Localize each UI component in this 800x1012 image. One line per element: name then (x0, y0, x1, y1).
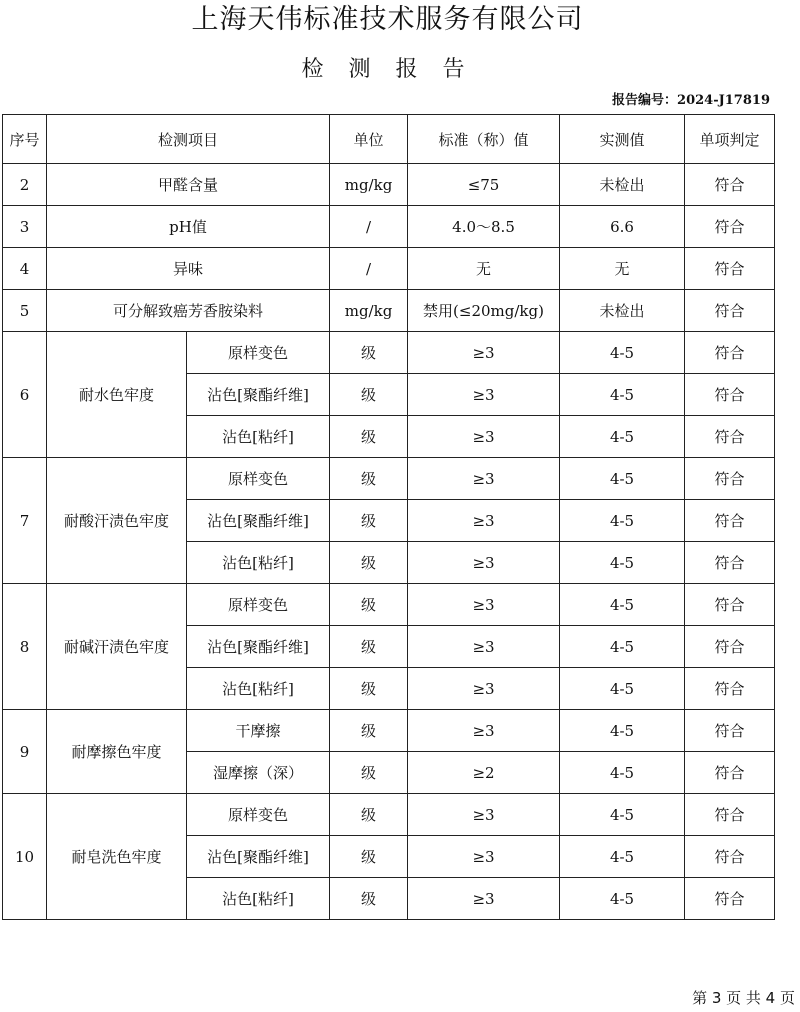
verdict-cell: 符合 (685, 332, 775, 374)
measured-cell: 6.6 (560, 206, 685, 248)
standard-cell: 禁用(≤20mg/kg) (408, 290, 560, 332)
row-number: 5 (3, 290, 47, 332)
company-name: 上海天伟标准技术服务有限公司 (191, 4, 584, 35)
unit-cell: 级 (330, 710, 408, 752)
table-row (3, 332, 775, 374)
unit-cell: 级 (330, 584, 408, 626)
sub-item: 沾色[粘纤] (187, 416, 330, 458)
report-number (560, 91, 770, 111)
verdict-cell: 符合 (685, 584, 775, 626)
measured-cell: 4-5 (560, 374, 685, 416)
verdict-cell: 符合 (685, 710, 775, 752)
standard-cell: ≥3 (408, 374, 560, 416)
verdict-cell: 符合 (685, 668, 775, 710)
standard-cell: ≤75 (408, 164, 560, 206)
sub-item: 原样变色 (187, 794, 330, 836)
report-number-label: 报告编号： (612, 93, 678, 108)
sub-item: 原样变色 (187, 332, 330, 374)
verdict-cell: 符合 (685, 542, 775, 584)
table-body (3, 164, 775, 920)
test-item: 可分解致癌芳香胺染料 (47, 290, 330, 332)
sub-item: 沾色[粘纤] (187, 668, 330, 710)
col-header-verdict: 单项判定 (685, 115, 775, 164)
row-number: 3 (3, 206, 47, 248)
col-header-unit: 单位 (330, 115, 408, 164)
sub-item: 原样变色 (187, 458, 330, 500)
test-item: 耐皂洗色牢度 (47, 794, 187, 920)
sub-item: 沾色[粘纤] (187, 878, 330, 920)
report-number-value: 2024-J17819 (677, 93, 770, 108)
unit-cell: 级 (330, 752, 408, 794)
col-header-measured: 实测值 (560, 115, 685, 164)
table-row (3, 710, 775, 752)
verdict-cell: 符合 (685, 836, 775, 878)
verdict-cell: 符合 (685, 206, 775, 248)
sub-item: 沾色[聚酯纤维] (187, 626, 330, 668)
unit-cell: 级 (330, 542, 408, 584)
test-item: 甲醛含量 (47, 164, 330, 206)
sub-item: 沾色[粘纤] (187, 542, 330, 584)
table-header-row (3, 115, 775, 164)
verdict-cell: 符合 (685, 374, 775, 416)
sub-item: 沾色[聚酯纤维] (187, 500, 330, 542)
table-row (3, 584, 775, 626)
sub-item: 干摩擦 (187, 710, 330, 752)
unit-cell: 级 (330, 416, 408, 458)
verdict-cell: 符合 (685, 626, 775, 668)
measured-cell: 4-5 (560, 500, 685, 542)
standard-cell: ≥3 (408, 500, 560, 542)
unit-cell: 级 (330, 626, 408, 668)
measured-cell: 4-5 (560, 458, 685, 500)
measured-cell: 4-5 (560, 878, 685, 920)
unit-cell: 级 (330, 794, 408, 836)
unit-cell: 级 (330, 836, 408, 878)
unit-cell: 级 (330, 668, 408, 710)
standard-cell: 4.0～8.5 (408, 206, 560, 248)
unit-cell: 级 (330, 332, 408, 374)
standard-cell: ≥2 (408, 752, 560, 794)
measured-cell: 4-5 (560, 752, 685, 794)
standard-cell: ≥3 (408, 794, 560, 836)
standard-cell: ≥3 (408, 836, 560, 878)
verdict-cell: 符合 (685, 458, 775, 500)
col-header-no: 序号 (3, 115, 47, 164)
test-item: pH值 (47, 206, 330, 248)
test-item: 异味 (47, 248, 330, 290)
verdict-cell: 符合 (685, 878, 775, 920)
test-item: 耐摩擦色牢度 (47, 710, 187, 794)
standard-cell: ≥3 (408, 710, 560, 752)
measured-cell: 4-5 (560, 416, 685, 458)
row-number: 9 (3, 710, 47, 794)
standard-cell: ≥3 (408, 332, 560, 374)
standard-cell: ≥3 (408, 542, 560, 584)
unit-cell: 级 (330, 500, 408, 542)
unit-cell: 级 (330, 374, 408, 416)
verdict-cell: 符合 (685, 416, 775, 458)
table-row (3, 458, 775, 500)
sub-item: 湿摩擦（深） (187, 752, 330, 794)
table-row (3, 206, 775, 248)
report-title: 检 测 报 告 (301, 57, 474, 82)
table-row (3, 248, 775, 290)
measured-cell: 无 (560, 248, 685, 290)
measured-cell: 4-5 (560, 836, 685, 878)
row-number: 4 (3, 248, 47, 290)
measured-cell: 4-5 (560, 584, 685, 626)
measured-cell: 4-5 (560, 626, 685, 668)
standard-cell: ≥3 (408, 458, 560, 500)
unit-cell: mg/kg (330, 164, 408, 206)
verdict-cell: 符合 (685, 290, 775, 332)
measured-cell: 4-5 (560, 332, 685, 374)
results-table (2, 114, 775, 920)
unit-cell: / (330, 248, 408, 290)
row-number: 8 (3, 584, 47, 710)
measured-cell: 4-5 (560, 542, 685, 584)
measured-cell: 4-5 (560, 668, 685, 710)
measured-cell: 4-5 (560, 794, 685, 836)
standard-cell: ≥3 (408, 416, 560, 458)
unit-cell: 级 (330, 878, 408, 920)
unit-cell: / (330, 206, 408, 248)
test-item: 耐碱汗渍色牢度 (47, 584, 187, 710)
sub-item: 沾色[聚酯纤维] (187, 836, 330, 878)
verdict-cell: 符合 (685, 794, 775, 836)
row-number: 6 (3, 332, 47, 458)
standard-cell: ≥3 (408, 668, 560, 710)
col-header-standard: 标准（称）值 (408, 115, 560, 164)
measured-cell: 4-5 (560, 710, 685, 752)
sub-item: 原样变色 (187, 584, 330, 626)
verdict-cell: 符合 (685, 752, 775, 794)
standard-cell: ≥3 (408, 626, 560, 668)
table-row (3, 164, 775, 206)
measured-cell: 未检出 (560, 290, 685, 332)
page-number: 第 3 页 共 4 页 (692, 989, 795, 1007)
verdict-cell: 符合 (685, 500, 775, 542)
row-number: 7 (3, 458, 47, 584)
verdict-cell: 符合 (685, 164, 775, 206)
test-item: 耐酸汗渍色牢度 (47, 458, 187, 584)
col-header-item: 检测项目 (47, 115, 330, 164)
standard-cell: ≥3 (408, 584, 560, 626)
unit-cell: mg/kg (330, 290, 408, 332)
verdict-cell: 符合 (685, 248, 775, 290)
row-number: 2 (3, 164, 47, 206)
table-row (3, 794, 775, 836)
unit-cell: 级 (330, 458, 408, 500)
sub-item: 沾色[聚酯纤维] (187, 374, 330, 416)
standard-cell: ≥3 (408, 878, 560, 920)
standard-cell: 无 (408, 248, 560, 290)
row-number: 10 (3, 794, 47, 920)
test-item: 耐水色牢度 (47, 332, 187, 458)
table-row (3, 290, 775, 332)
measured-cell: 未检出 (560, 164, 685, 206)
